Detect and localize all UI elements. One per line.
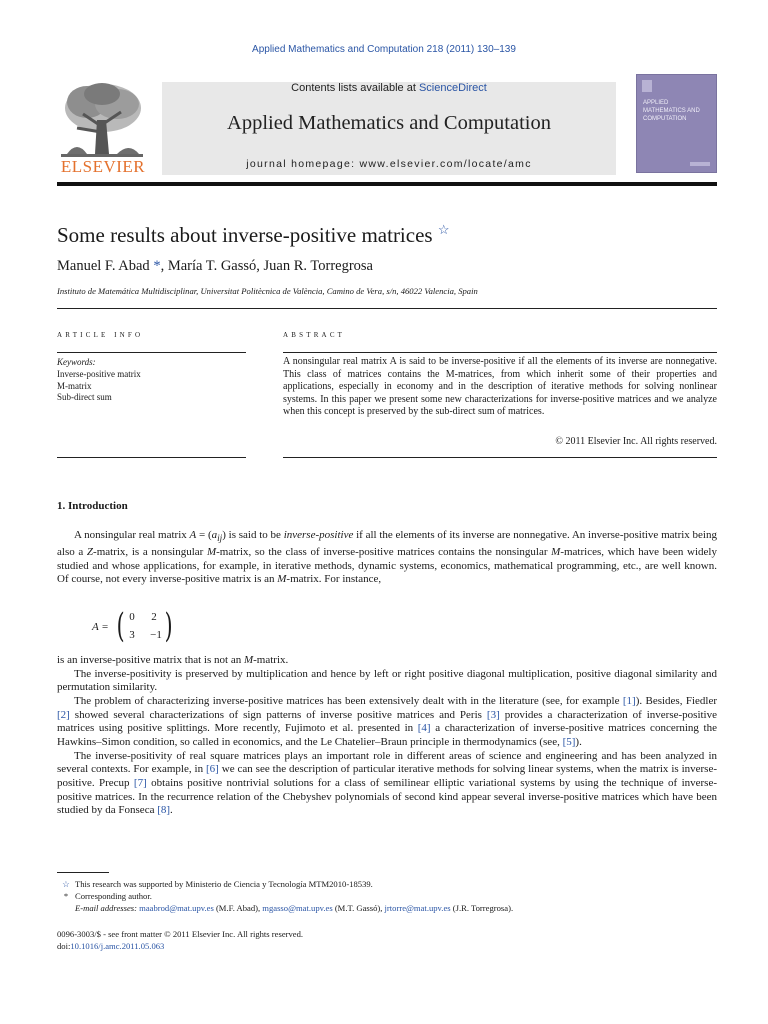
text-run: -matrix. For instance, <box>286 573 382 586</box>
front-matter <box>57 928 303 952</box>
text-run: if all the elements of its inverse are nonnegative. An inverse-positive matrix being also a <box>57 529 717 558</box>
text-run: = ( <box>196 529 212 541</box>
info-top-rule <box>57 308 717 309</box>
math-symbol: A <box>189 529 197 541</box>
math-symbol: M <box>277 573 287 586</box>
contents-prefix: Contents lists available at <box>291 82 419 94</box>
paragraph <box>57 654 717 668</box>
math-symbol: Z <box>86 545 94 558</box>
contents-available-line <box>162 82 616 94</box>
journal-reference[interactable]: Applied Mathematics and Computation 218 (2011) 130–139 <box>252 44 516 55</box>
abstract-rule <box>283 352 717 353</box>
author-name: María T. Gassó <box>167 258 257 274</box>
intro-paragraph-1 <box>57 529 717 587</box>
text-run: -matrices, which have been widely studied and whose applications, for example, in iterative methods, dynamic systems, economics, mathematical programming, etc., are well known. Of course, not every inverse-positive matrix is an <box>57 545 717 586</box>
abstract-text: A nonsingular real matrix A is said to be inverse-positive if all the elements of its inverse are nonnegative. This class of matrices contains the M-matrices, from which inherit some of their properties and applications, especially in economy and in the description of iterative methods for solving nonlinear systems. In this paper we present some new characterizations for inverse-positive matrices and we analyze when this concept is preserved by the sub-direct sum of matrices. <box>283 356 717 417</box>
article-info-bottom-rule <box>57 457 246 458</box>
emphasis: inverse-positive <box>283 529 354 541</box>
text-run: The problem of characterizing inverse-positive matrices has been extensively dealt with in the literature (see, for example <box>74 694 623 707</box>
article-info-heading: article info <box>57 330 144 340</box>
author-separator: , <box>256 258 264 274</box>
header-divider <box>57 182 717 186</box>
journal-cover-thumbnail <box>636 74 717 173</box>
citation-link[interactable]: [4] <box>417 722 431 735</box>
keyword-item: Sub-direct sum <box>57 392 112 403</box>
citation-link[interactable]: [2] <box>57 708 70 721</box>
text-run: showed several characterizations of sign patterns of inverse positive matrices and Peris <box>69 708 487 721</box>
footnote-funding <box>57 878 717 890</box>
text-run: -matrix, so the class of inverse-positive matrices contains the nonsingular <box>216 545 552 558</box>
author-name: Manuel F. Abad <box>57 258 150 274</box>
abstract-heading: abstract <box>283 330 346 340</box>
keywords-block <box>57 357 141 404</box>
doi-line <box>57 940 303 952</box>
article-title <box>57 222 450 248</box>
text-run: provides a characterization of inverse-positive matrices using positive splittings. More recently, Fujimoto et al. presented in <box>57 708 717 735</box>
citation-link[interactable]: [3] <box>486 708 500 721</box>
cover-title: APPLIED MATHEMATICS AND COMPUTATION <box>643 100 700 122</box>
right-paren: ) <box>164 606 173 646</box>
text-run: ). Besides, Fiedler <box>635 694 717 707</box>
footnote-mark: ☆ <box>62 879 70 889</box>
text-run: . <box>170 804 173 817</box>
footnote-mark: * <box>63 891 69 901</box>
paragraph <box>57 529 717 587</box>
footnote-emails <box>57 902 717 914</box>
abstract-bottom-rule <box>283 457 717 458</box>
front-matter-line: 0096-3003/$ - see front matter © 2011 Elsevier Inc. All rights reserved. <box>57 929 304 939</box>
math-symbol: a <box>211 529 218 541</box>
section-heading-introduction: 1. Introduction <box>57 500 128 512</box>
email-owner: (M.T. Gassó), <box>332 903 385 913</box>
citation-link[interactable]: [5] <box>562 735 576 748</box>
journal-name: Applied Mathematics and Computation <box>227 112 551 134</box>
left-paren: ( <box>116 606 125 646</box>
author-name: Juan R. Torregrosa <box>263 258 373 274</box>
matrix-cell: 3 <box>129 629 135 641</box>
matrix-lhs: A = <box>92 621 109 633</box>
elsevier-wordmark: ELSEVIER <box>60 157 146 176</box>
title-footnote-mark[interactable]: ☆ <box>437 222 450 237</box>
author-list <box>57 258 373 275</box>
citation-link[interactable]: [7] <box>133 776 147 789</box>
math-symbol: M <box>243 654 254 666</box>
matrix-cell: 0 <box>129 611 135 623</box>
paragraph <box>57 750 717 818</box>
journal-homepage[interactable]: journal homepage: www.elsevier.com/locate/amc <box>246 158 532 170</box>
citation-link[interactable]: [8] <box>157 804 171 817</box>
author-separator: , <box>160 258 168 274</box>
math-symbol: M <box>206 545 217 558</box>
article-info-rule <box>57 352 246 353</box>
cover-logo-icon <box>642 80 652 92</box>
citation-link[interactable]: [6] <box>206 763 219 776</box>
math-subscript: ij <box>217 533 223 544</box>
keywords-label: Keywords: <box>57 357 96 367</box>
text-run: A nonsingular real matrix <box>74 529 190 541</box>
email-link[interactable]: mgasso@mat.upv.es <box>262 903 333 913</box>
footnote-corresponding <box>57 890 717 902</box>
intro-paragraphs <box>57 654 717 818</box>
affiliation: Instituto de Matemática Multidisciplinar, Universitat Politècnica de València, Camino de Vera, s/n, 46022 Valencia, Spain <box>57 286 478 296</box>
text-run: -matrix, is a nonsingular <box>93 545 207 558</box>
text-run: a characterization of inverse-positive matrices concerning the Hawkins–Simon condition, so called in economics, and the Le Chatelier–Braun principle in thermodynamics (see, <box>57 722 717 748</box>
text-run: obtains positive nontrivial solutions for a class of semilinear elliptic variational systems by using the technique of inverse-positive matrices. In the recurrence relation of the Chebyshev polynomials of second kind appear several inverse-positive matrices which have been studied by da Fonseca <box>57 776 717 817</box>
footnote-text: This research was supported by Ministerio de Ciencia y Tecnología MTM2010-18539. <box>75 879 373 889</box>
email-owner: (J.R. Torregrosa). <box>450 903 514 913</box>
text-run: ) is said to be <box>222 529 284 541</box>
sciencedirect-link[interactable]: ScienceDirect <box>418 82 487 94</box>
text-run: is an inverse-positive matrix that is not an <box>57 654 244 666</box>
paragraph <box>57 695 717 750</box>
math-symbol: M <box>551 545 561 558</box>
footnote-text: Corresponding author. <box>75 891 152 901</box>
corresponding-author-mark[interactable]: * <box>149 258 161 274</box>
text-run: -matrix. <box>253 654 289 666</box>
footnote-rule <box>57 872 109 873</box>
keyword-item: Inverse-positive matrix <box>57 368 141 379</box>
citation-link[interactable]: [1] <box>622 694 636 707</box>
cover-publisher-mark <box>690 162 710 166</box>
matrix-cell: −1 <box>150 629 162 641</box>
matrix-cell: 2 <box>151 611 157 623</box>
email-label: E-mail addresses: <box>75 903 137 913</box>
doi-link[interactable]: 10.1016/j.amc.2011.05.063 <box>70 941 165 951</box>
email-owner: (M.F. Abad), <box>213 903 263 913</box>
text-run: The inverse-positivity of real square matrices plays an important role in different areas of science and engineering and has been analyzed in several contexts. For example, in <box>57 749 717 776</box>
paragraph: The inverse-positivity is preserved by multiplication and hence by left or right positive diagonal multiplication, positive diagonal similarity and permutation similarity. <box>57 667 717 694</box>
doi-prefix: doi: <box>57 941 71 951</box>
text-run: ). <box>575 735 582 748</box>
abstract-copyright: © 2011 Elsevier Inc. All rights reserved. <box>555 436 717 447</box>
keyword-item: M-matrix <box>57 380 92 391</box>
email-link[interactable]: maabrod@mat.upv.es <box>139 903 214 913</box>
article-title-text: Some results about inverse-positive matrices <box>57 223 433 247</box>
text-run: we can see the description of particular iterative methods for solving linear systems, when the matrix is inverse-positive. Precup <box>57 763 718 789</box>
footnotes <box>57 878 717 914</box>
email-link[interactable]: jrtorre@mat.upv.es <box>384 903 451 913</box>
